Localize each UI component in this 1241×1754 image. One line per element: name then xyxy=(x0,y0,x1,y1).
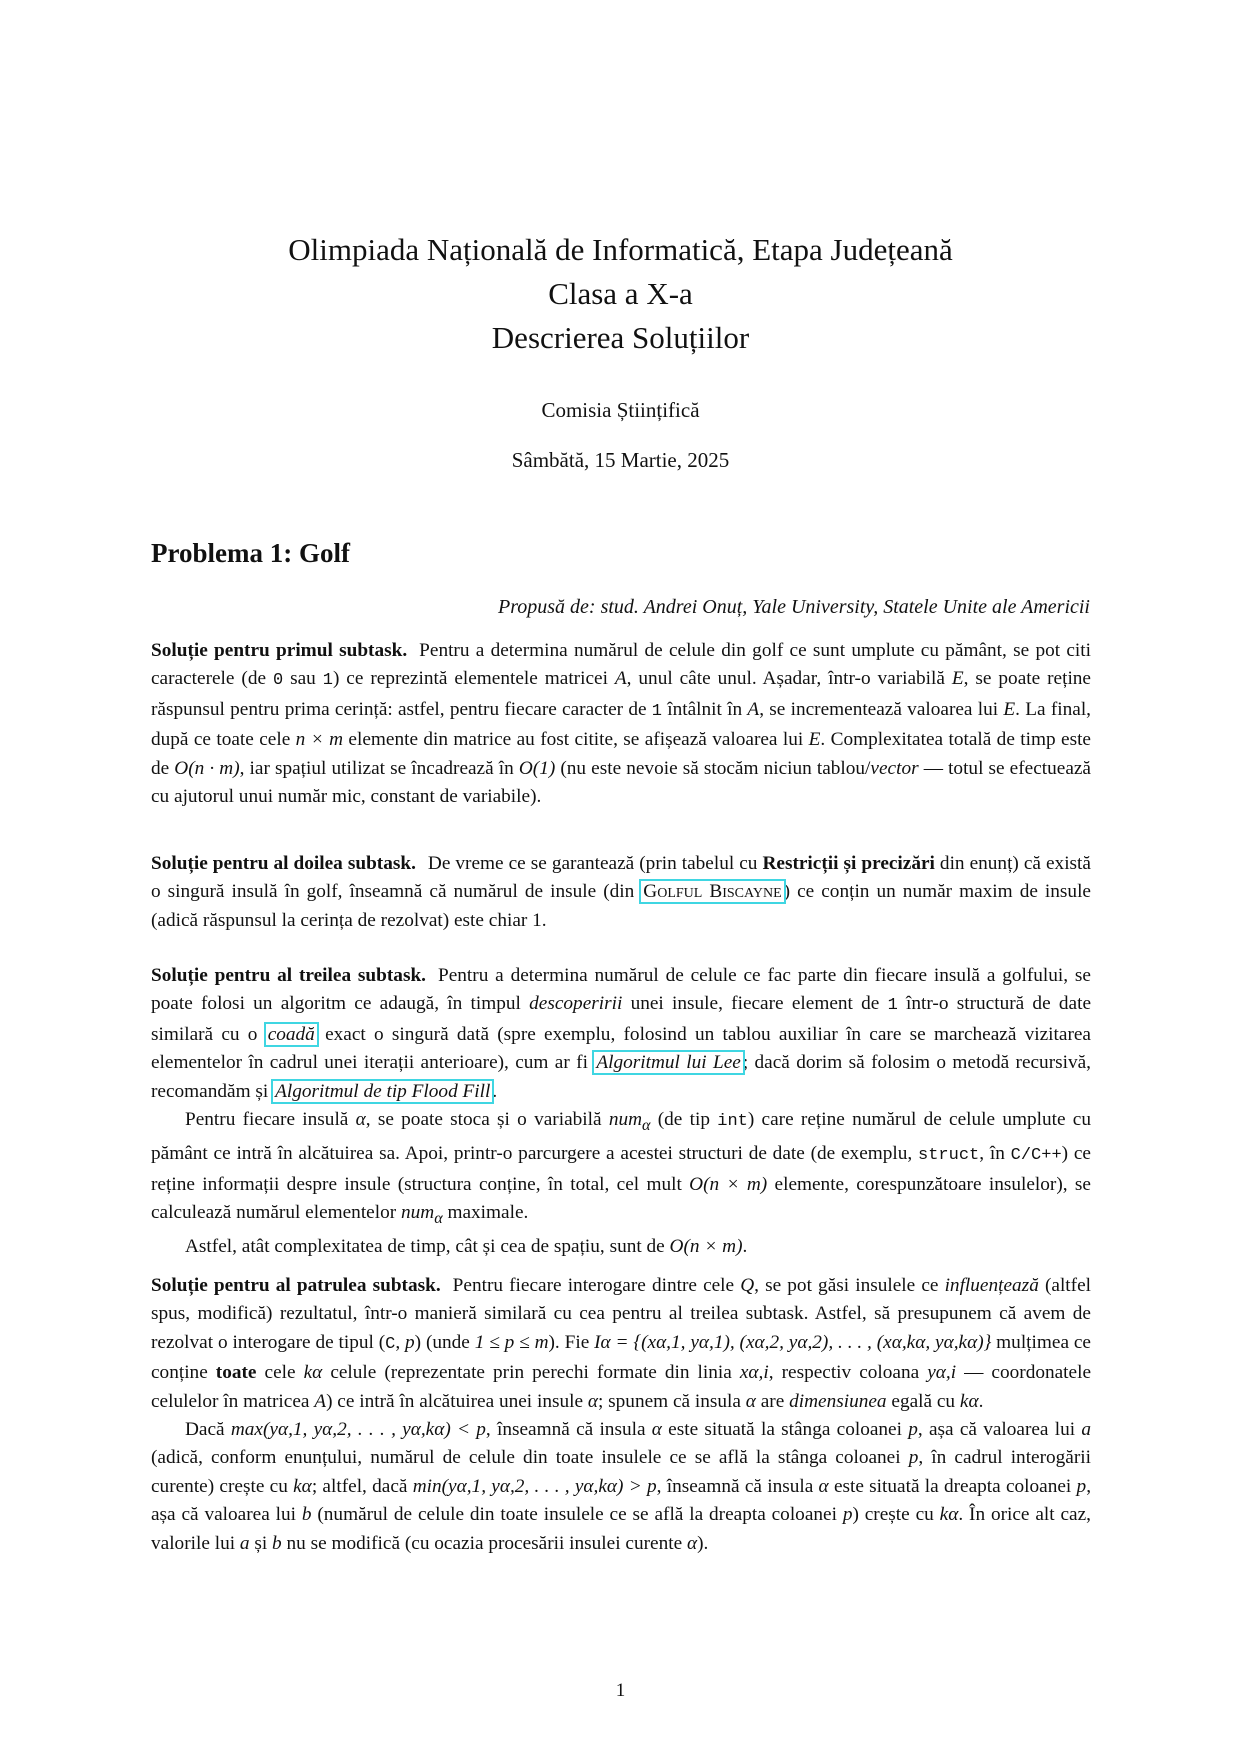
title-line-2: Clasa a X-a xyxy=(548,276,693,311)
date: Sâmbătă, 15 Martie, 2025 xyxy=(511,448,730,472)
subtask-3-paragraph-2: Pentru fiecare insulă α, se poate stoca și o variabilă num$_\alpha$ (de tip int) care reține numărul de celule umplute cu pământ ce intră în alcătuirea sa. Apoi, printr-o parcurgere a acestei structuri de date (de exemplu, struct, în C/C++) ce reține informații despre insule (structura conține, în total, cel mult O(n × m) elemente, corespunzătoare insulelor), se calculează numărul elementelor num$_\alpha$ maximale. xyxy=(151,1109,1092,1227)
subtask-3-paragraph-1: Soluție pentru al treilea subtask. Pentru a determina numărul de celule ce fac parte din fiecare insulă a golfului, se poate folosi un algoritm ce adaugă, în timpul descoperirii unei insule, fiecare element de 1 într-o structură de date similară cu o coadă exact o singură dată (spre exemplu, folosind un tablou auxiliar în care se marchează vizitarea elementelor în cadrul unei iterații anterioare), cum ar fi Algoritmul lui Lee ; dacă dorim să folosim o metodă recursivă, recomandăm și Algoritmul de tip Flood Fill . xyxy=(151,965,1091,1102)
subtask-2-paragraph: Soluție pentru al doilea subtask. De vreme ce se garantează (prin tabelul cu Restricții și precizări din enunț) că există o singură insulă în golf, înseamnă că numărul de insule (din Golful Biscayne ) ce conțin un număr maxim de insule (adică răspunsul la cerința de rezolvat) este chiar 1. xyxy=(151,853,1091,931)
subtask-4-paragraph-1: Soluție pentru al patrulea subtask. Pentru fiecare interogare dintre cele Q, se pot găsi insulele ce influențează (altfel spus, modifică) rezultatul, într-o manieră similară cu cea pentru al treilea subtask. Astfel, să presupunem că avem de rezolvat o interogare de tipul (C, p) (unde 1 ≤ p ≤ m). Fie Iα = {(xα,1, yα,1), (xα,2, yα,2), . . . , (xα,kα, yα,kα)} mulțimea ce conține toate cele kα celule (reprezentate prin perechi formate din linia xα,i, respectiv coloana yα,i — coordonatele celulelor în matricea A) ce intră în alcătuirea unei insule α; spunem că insula α are dimensiunea egală cu kα. xyxy=(151,1275,1092,1412)
title-block xyxy=(0,228,1241,360)
subtask-1-heading: Soluție pentru primul subtask. xyxy=(151,640,408,661)
subtask-3-section xyxy=(151,962,1091,1262)
subtask-4-heading: Soluție pentru al patrulea subtask. xyxy=(151,1275,441,1296)
subtask-2-heading: Soluție pentru al doilea subtask. xyxy=(151,853,416,874)
subtask-3-paragraph-3: Astfel, atât complexitatea de timp, cât și cea de spațiu, sunt de O(n × m). xyxy=(185,1236,748,1258)
subtask-1-paragraph: Soluție pentru primul subtask. Pentru a determina numărul de celule din golf ce sunt umplute cu pământ, se pot citi caracterele (de 0 sau 1) ce reprezintă elementele matricei A, unul câte unul. Așadar, într-o variabilă E, se poate reține răspunsul pentru prima cerință: astfel, pentru fiecare caracter de 1 întâlnit în A, se incrementează valoarea lui E. La final, după ce toate cele n × m elemente din matrice au fost citite, se afișează valoarea lui E. Complexitatea totală de timp este de O(n · m), iar spațiul utilizat se încadrează în O(1) (nu este nevoie să stocăm niciun tablou/vector — totul se efectuează cu ajutorul unui număr mic, constant de variabile). xyxy=(151,640,1091,808)
problem-proposer: Propusă de: stud. Andrei Onuț, Yale University, Statele Unite ale Americii xyxy=(498,596,1090,618)
title-line-3: Descrierea Soluțiilor xyxy=(491,320,750,355)
author: Comisia Științifică xyxy=(541,398,700,422)
golful-biscayne-link[interactable]: Golful Biscayne xyxy=(643,881,782,903)
subtask-1-section xyxy=(151,637,1091,811)
flood-fill-link[interactable]: Algoritmul de tip Flood Fill xyxy=(275,1080,491,1102)
subtask-4-section xyxy=(151,1272,1091,1558)
subtask-2-section xyxy=(151,850,1091,935)
coada-link[interactable]: coadă xyxy=(267,1023,315,1045)
subtask-3-heading: Soluție pentru al treilea subtask. xyxy=(151,965,426,986)
problem-title: Problema 1: Golf xyxy=(151,538,350,568)
algoritmul-lee-link[interactable]: Algoritmul lui Lee xyxy=(596,1052,741,1074)
subtask-4-paragraph-2: Dacă max(yα,1, yα,2, . . . , yα,kα) < p, înseamnă că insula α este situată la stânga coloanei p, așa că valoarea lui a (adică, conform enunțului, numărul de celule din toate insulele ce se află la stânga coloanei p, în cadrul interogării curente) crește cu kα; altfel, dacă min(yα,1, yα,2, . . . , yα,kα) > p, înseamnă că insula α este situată la dreapta coloanei p, așa că valoarea lui b (numărul de celule din toate insulele ce se află la dreapta coloanei p) crește cu kα. În orice alt caz, valorile lui a și b nu se modifică (cu ocazia procesării insulei curente α). xyxy=(151,1419,1092,1554)
title-line-1: Olimpiada Națională de Informatică, Etapa Județeană xyxy=(288,232,953,267)
page-number: 1 xyxy=(615,1680,626,1701)
